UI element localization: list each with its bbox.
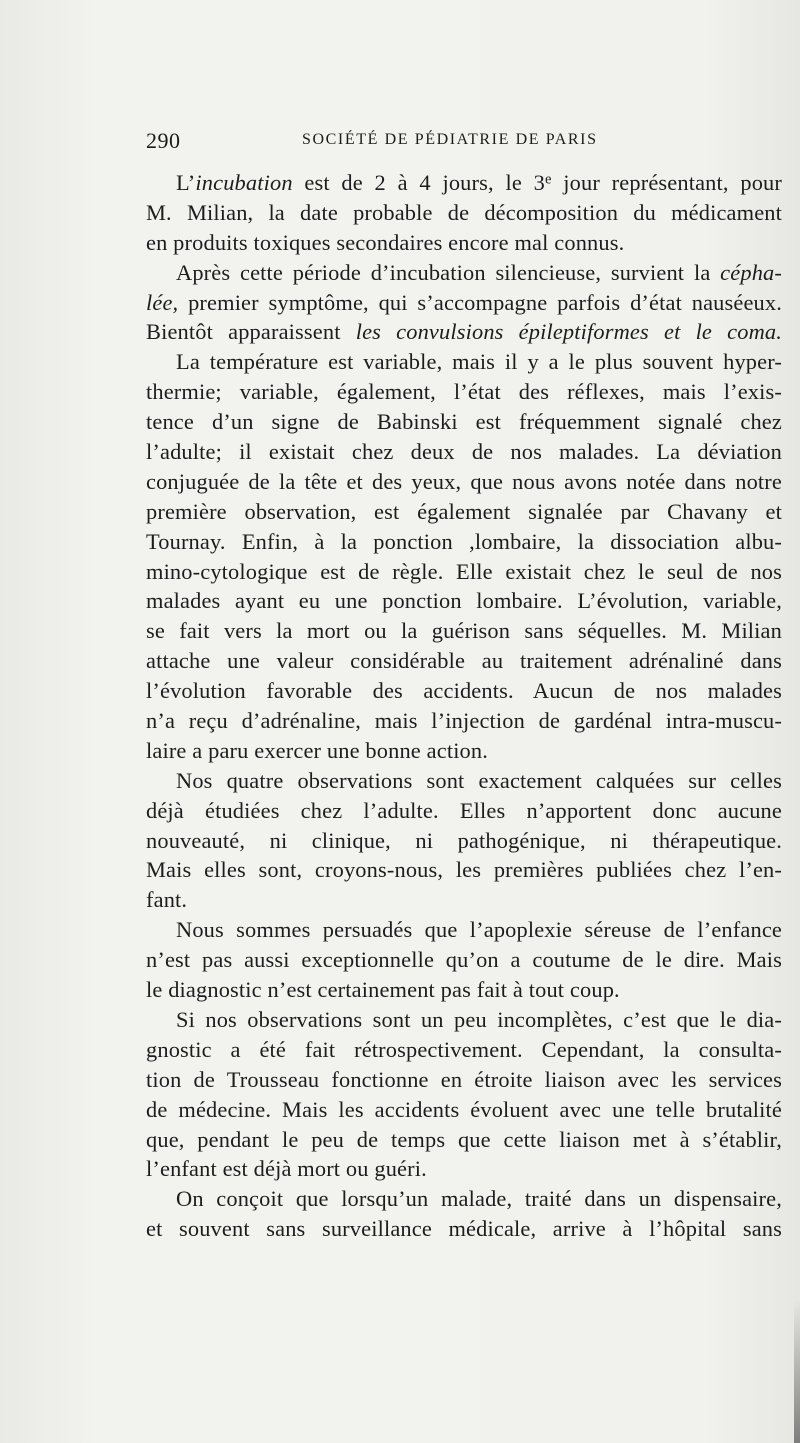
text-line: de médecine. Mais les accidents évoluent avec une telle brutalité — [146, 1096, 782, 1122]
text-line: l’enfant est déjà mort ou guéri. — [146, 1156, 427, 1182]
text-line: nouveauté, ni clinique, ni pathogénique, ni thérapeutique. — [146, 827, 782, 853]
running-title: SOCIÉTÉ DE PÉDIATRIE DE PARIS — [302, 131, 598, 148]
text-line: conjuguée de la tête et des yeux, que nous avons notée dans notre — [146, 468, 782, 494]
text-line: Après cette période d’incubation silencieuse, survient la cépha- — [176, 259, 782, 285]
text-line: On conçoit que lorsqu’un malade, traité dans un dispensaire, — [176, 1186, 782, 1212]
body-text — [146, 168, 782, 1244]
text-line: n’a reçu d’adrénaline, mais l’injection de gardénal intra-muscu- — [146, 708, 782, 734]
text-line: que, pendant le peu de temps que cette liaison met à s’établir, — [146, 1126, 782, 1152]
text-line: se fait vers la mort ou la guérison sans séquelles. M. Milian — [146, 618, 782, 644]
text-line: laire a paru exercer une bonne action. — [146, 737, 488, 763]
text-line: tence d’un signe de Babinski est fréquemment signalé chez — [146, 409, 782, 435]
text-line: déjà étudiées chez l’adulte. Elles n’apportent donc aucune — [146, 797, 782, 823]
text-line: Nos quatre observations sont exactement calquées sur celles — [176, 767, 782, 793]
text-line: lée, premier symptôme, qui s’accompagne parfois d’état nauséeux. — [146, 289, 782, 315]
text-line: La température est variable, mais il y a le plus souvent hyper- — [176, 349, 782, 375]
text-line: M. Milian, la date probable de décomposition du médicament — [146, 199, 782, 225]
text-line: en produits toxiques secondaires encore mal connus. — [146, 229, 625, 255]
text-line: l’évolution favorable des accidents. Aucun de nos malades — [146, 678, 782, 704]
text-line: l’adulte; il existait chez deux de nos malades. La déviation — [146, 439, 782, 465]
text-line: Si nos observations sont un peu incomplètes, c’est que le dia- — [176, 1006, 782, 1032]
text-line: Nous sommes persuadés que l’apoplexie séreuse de l’enfance — [176, 917, 782, 943]
text-line: fant. — [146, 887, 188, 913]
text-line: le diagnostic n’est certainement pas fait à tout coup. — [146, 977, 620, 1003]
text-line: et souvent sans surveillance médicale, arrive à l’hôpital sans — [146, 1216, 782, 1242]
text-line: gnostic a été fait rétrospectivement. Cependant, la consulta- — [146, 1036, 782, 1062]
text-line: mino-cytologique est de règle. Elle existait chez le seul de nos — [146, 558, 782, 584]
text-line: malades ayant eu une ponction lombaire. L’évolution, variable, — [146, 588, 782, 614]
text-line: L’incubation est de 2 à 4 jours, le 3e jour représentant, pour — [176, 170, 782, 195]
text-line: attache une valeur considérable au traitement adrénaliné dans — [146, 648, 782, 674]
text-line: Mais elles sont, croyons-nous, les premières publiées chez l’en- — [146, 857, 782, 883]
text-line: n’est pas aussi exceptionnelle qu’on a coutume de le dire. Mais — [146, 947, 782, 973]
text-line: Tournay. Enfin, à la ponction ,lombaire, la dissociation albu- — [146, 528, 782, 554]
text-line: Bientôt apparaissent les convulsions épileptiformes et le coma. — [146, 319, 782, 345]
page-number: 290 — [146, 128, 181, 153]
text-line: thermie; variable, également, l’état des réflexes, mais l’exis- — [146, 379, 782, 405]
page-header — [146, 128, 780, 160]
text-line: tion de Trousseau fonctionne en étroite liaison avec les services — [146, 1066, 782, 1092]
page-edge-shadow — [794, 1300, 800, 1443]
text-line: première observation, est également signalée par Chavany et — [146, 498, 782, 524]
